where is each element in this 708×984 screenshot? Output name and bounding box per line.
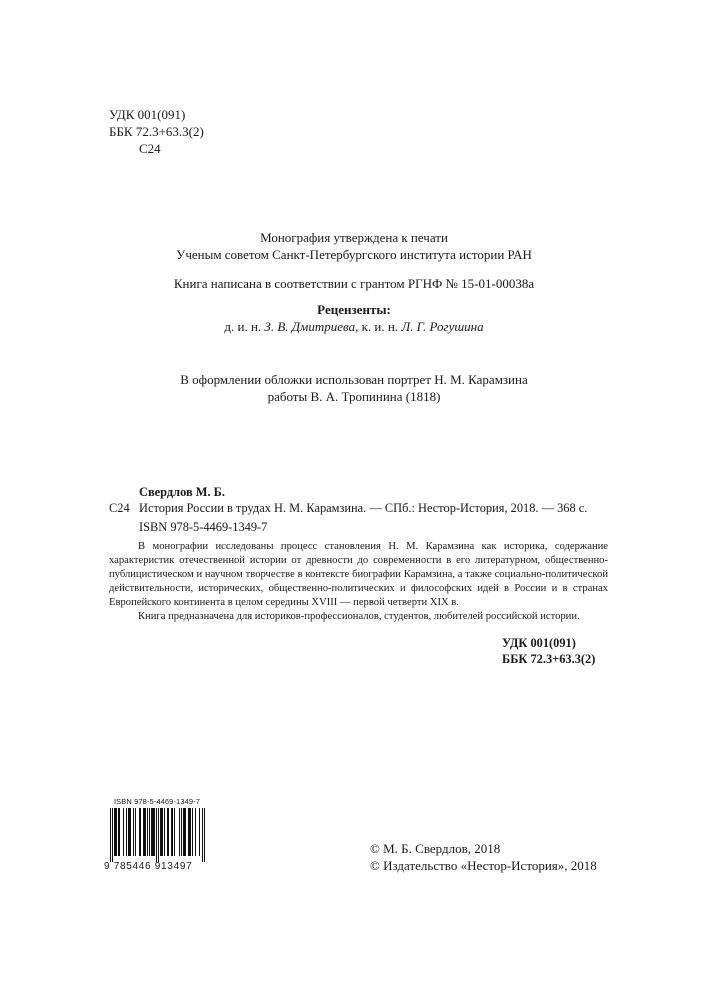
barcode-bar	[154, 808, 155, 856]
barcode-bar	[181, 808, 182, 856]
bottom-classification-codes	[502, 635, 595, 667]
reviewer-2-name: Л. Г. Рогушина	[401, 319, 484, 334]
barcode-digits: 9 785446 913497	[104, 861, 193, 872]
barcode-bar	[160, 808, 161, 856]
reviewer-1-degree: д. и. н.	[224, 319, 262, 334]
card-author: Свердлов М. Б.	[139, 485, 225, 499]
cover-note-line-1: В оформлении обложки использован портрет Н. М. Карамзина	[180, 372, 528, 387]
copyright-notices	[370, 840, 597, 874]
card-isbn: ISBN 978-5-4469-1349-7	[139, 520, 268, 534]
barcode-bar	[126, 808, 127, 856]
barcode-bar	[130, 808, 131, 856]
reviewers-list	[0, 318, 708, 335]
udk-code: УДК 001(091)	[109, 107, 186, 122]
reviewer-1-name: З. В. Дмитриева	[264, 319, 356, 334]
barcode-bar	[118, 808, 119, 856]
barcode-bar	[152, 808, 153, 856]
barcode-bar	[149, 808, 150, 856]
reviewers-block	[0, 301, 708, 335]
barcode-bar	[183, 808, 184, 856]
isbn-barcode	[104, 797, 210, 872]
abstract	[109, 540, 608, 624]
barcode-bar	[144, 808, 145, 856]
barcode-bar	[161, 808, 162, 856]
barcode-bar	[135, 808, 136, 856]
barcode-bar	[139, 808, 140, 856]
copyright-publisher: © Издательство «Нестор-История», 2018	[370, 858, 597, 873]
barcode-bar	[188, 808, 189, 856]
barcode-bar	[171, 808, 172, 856]
cover-note	[0, 371, 708, 405]
top-classification-codes	[109, 106, 204, 157]
barcode-bar	[204, 808, 205, 862]
barcode-bar	[179, 808, 180, 856]
barcode-bars	[104, 808, 208, 862]
bottom-udk-code: УДК 001(091)	[502, 636, 576, 650]
barcode-bar	[143, 808, 144, 856]
abstract-paragraph-2: Книга предназначена для историков-профессионалов, студентов, любителей российской истории.	[138, 611, 580, 622]
approval-line-2: Ученым советом Санкт-Петербургского института истории РАН	[176, 247, 532, 262]
reviewer-2-degree: , к. и. н.	[355, 319, 399, 334]
card-title: История России в трудах Н. М. Карамзина. — СПб.: Нестор-История, 2018. — 368 с.	[139, 501, 588, 515]
barcode-bar	[145, 808, 146, 856]
barcode-bar	[112, 808, 113, 862]
reviewers-heading: Рецензенты:	[317, 302, 391, 317]
barcode-bar	[195, 808, 196, 856]
barcode-bar	[110, 808, 111, 862]
barcode-bar	[162, 808, 163, 856]
approval-line-1: Монография утверждена к печати	[260, 230, 448, 245]
grant-note: Книга написана в соответствии с грантом РГНФ № 15-01-00038а	[173, 276, 535, 291]
barcode-bar	[164, 808, 165, 856]
barcode-bar	[158, 808, 159, 862]
approval-note	[0, 229, 708, 263]
barcode-bar	[199, 808, 200, 856]
barcode-bar	[156, 808, 157, 862]
barcode-bar	[123, 808, 124, 856]
card-code: С24	[109, 501, 130, 515]
bottom-bbk-code: ББК 72.3+63.3(2)	[502, 652, 596, 666]
barcode-bar	[151, 808, 152, 856]
barcode-bar	[184, 808, 185, 856]
abstract-paragraph-1: В монографии исследованы процесс становления Н. М. Карамзина как историка, содержание характеристик отечественной истории от древности до современности в его литературном, общественно-публицистическом и научном творчестве в контексте биографии Карамзина, а также социально-политической действительности, исторических, общественно-политических и философских идей в России и в странах Европейского континента в целом середины XVIII — первой четверти XIX в.	[109, 541, 608, 608]
barcode-bar	[119, 808, 120, 856]
barcode-bar	[168, 808, 169, 856]
bbk-code: ББК 72.3+63.3(2)	[109, 124, 204, 139]
barcode-bar	[128, 808, 129, 856]
barcode-bar	[172, 808, 173, 856]
cover-note-line-2: работы В. А. Тропинина (1818)	[267, 389, 441, 404]
barcode-bar	[133, 808, 134, 856]
barcode-bar	[140, 808, 141, 856]
barcode-bar	[189, 808, 190, 856]
barcode-bar	[192, 808, 193, 856]
barcode-bar	[167, 808, 168, 856]
barcode-bar	[153, 808, 154, 856]
barcode-bar	[202, 808, 203, 862]
barcode-bar	[185, 808, 186, 856]
barcode-bar	[129, 808, 130, 856]
copyright-author: © М. Б. Свердлов, 2018	[370, 841, 501, 856]
barcode-bar	[190, 808, 191, 856]
author-sign: С24	[139, 141, 161, 156]
barcode-bar	[147, 808, 148, 856]
barcode-bar	[116, 808, 117, 856]
barcode-bar	[174, 808, 175, 856]
barcode-isbn-label: ISBN 978-5-4469-1349-7	[114, 797, 201, 806]
barcode-bar	[115, 808, 116, 856]
barcode-bar	[114, 808, 115, 856]
